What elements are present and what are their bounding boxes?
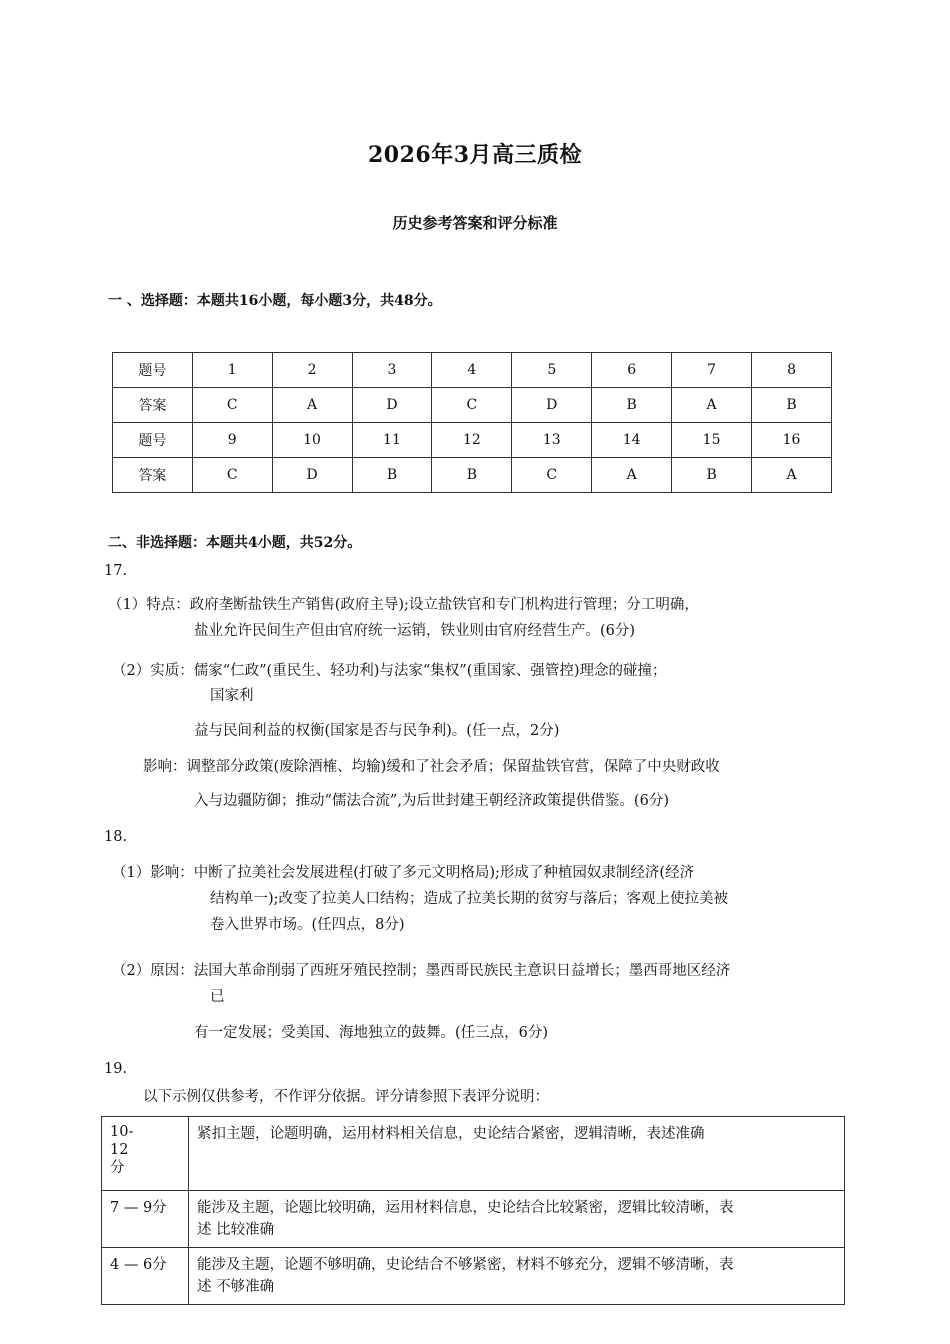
- table-cell: 11: [352, 423, 432, 458]
- rubric-level: [102, 1117, 189, 1191]
- q17-impact-line1: 影响：调整部分政策(废除酒榷、均输)缓和了社会矛盾；保留盐铁官营，保障了中央财政收: [143, 759, 720, 775]
- table-cell: A: [672, 388, 752, 423]
- table-row: [113, 458, 832, 493]
- section2-heading: 二、非选择题：本题共4小题，共52分。: [108, 535, 362, 551]
- q18-part1-line2: 结构单一);改变了拉美人口结构；造成了拉美长期的贫穷与落后；客观上使拉美被: [210, 891, 729, 907]
- table-cell: 15: [672, 423, 752, 458]
- q19-intro: 以下示例仅供参考，不作评分依据。评分请参照下表评分说明：: [143, 1089, 549, 1105]
- page-subtitle: 历史参考答案和评分标准: [392, 214, 558, 232]
- table-cell: D: [272, 458, 352, 493]
- table-cell: C: [512, 458, 592, 493]
- table-cell: 10: [272, 423, 352, 458]
- q18-part2-line3: 有一定发展；受美国、海地独立的鼓舞。(任三点，6分): [194, 1025, 549, 1041]
- q18-part1-line3: 卷入世界市场。(任四点，8分): [210, 917, 405, 933]
- rubric-level-text: 7 — 9分: [110, 1200, 167, 1216]
- rubric-description: [189, 1248, 845, 1305]
- rubric-table: [101, 1116, 845, 1305]
- answer-table: [112, 352, 832, 493]
- q18-part2-line2: 已: [210, 989, 225, 1005]
- rubric-level-text: 10-: [110, 1124, 134, 1140]
- q19-number: 19.: [104, 1061, 128, 1077]
- table-cell: 答案: [113, 458, 193, 493]
- table-cell: 13: [512, 423, 592, 458]
- rubric-desc-line: 能涉及主题，论题比较明确，运用材料信息，史论结合比较紧密，逻辑比较清晰，表: [197, 1200, 734, 1216]
- table-row: [102, 1191, 845, 1248]
- q18-part1-line1: （1）影响：中断了拉美社会发展进程(打破了多元文明格局);形成了种植园奴隶制经济(经济: [112, 865, 695, 881]
- table-row: [113, 388, 832, 423]
- q17-part1-line2: 盐业允许民间生产但由官府统一运销，铁业则由官府经营生产。(6分): [194, 623, 636, 639]
- table-cell: B: [432, 458, 512, 493]
- q17-impact-line2: 入与边疆防御；推动“儒法合流”,为后世封建王朝经济政策提供借鉴。(6分): [194, 793, 669, 809]
- rubric-description: [189, 1191, 845, 1248]
- table-cell: 16: [752, 423, 832, 458]
- page-title: 2026年3月高三质检: [367, 142, 583, 168]
- table-row: [102, 1117, 845, 1191]
- table-cell: D: [512, 388, 592, 423]
- table-cell: B: [752, 388, 832, 423]
- table-cell: C: [192, 458, 272, 493]
- table-cell: 14: [592, 423, 672, 458]
- table-cell: 12: [432, 423, 512, 458]
- section1-heading: 一 、选择题：本题共16小题，每小题3分，共48分。: [108, 293, 442, 309]
- table-cell: B: [672, 458, 752, 493]
- rubric-desc-line: 紧扣主题，论题明确，运用材料相关信息，史论结合紧密，逻辑清晰，表述准确: [197, 1126, 705, 1142]
- table-cell: C: [192, 388, 272, 423]
- table-cell: 4: [432, 353, 512, 388]
- table-cell: A: [272, 388, 352, 423]
- q17-number: 17.: [104, 563, 128, 579]
- table-cell: A: [752, 458, 832, 493]
- table-cell: 1: [192, 353, 272, 388]
- table-row: [113, 423, 832, 458]
- table-cell: 7: [672, 353, 752, 388]
- table-row: [102, 1248, 845, 1305]
- table-cell: B: [352, 458, 432, 493]
- table-cell: D: [352, 388, 432, 423]
- rubric-level-text: 4 — 6分: [110, 1257, 167, 1273]
- q17-part2-line3: 益与民间利益的权衡(国家是否与民争利)。(任一点，2分): [194, 723, 560, 739]
- table-cell: 答案: [113, 388, 193, 423]
- rubric-desc-line: 述 比较准确: [197, 1222, 275, 1238]
- rubric-desc-line: 述 不够准确: [197, 1279, 275, 1295]
- table-cell: 6: [592, 353, 672, 388]
- rubric-level-text: 12: [110, 1142, 129, 1158]
- rubric-level: [102, 1248, 189, 1305]
- table-cell: 题号: [113, 423, 193, 458]
- table-cell: 8: [752, 353, 832, 388]
- rubric-level: [102, 1191, 189, 1248]
- q17-part1-line1: （1）特点：政府垄断盐铁生产销售(政府主导);设立盐铁官和专门机构进行管理；分工明确，: [108, 597, 699, 613]
- q18-number: 18.: [104, 829, 128, 845]
- rubric-desc-line: 能涉及主题，论题不够明确，史论结合不够紧密，材料不够充分，逻辑不够清晰，表: [197, 1257, 734, 1273]
- q18-part2-line1: （2）原因：法国大革命削弱了西班牙殖民控制；墨西哥民族民主意识日益增长；墨西哥地区经济: [112, 963, 731, 979]
- table-cell: A: [592, 458, 672, 493]
- rubric-level-text: 分: [110, 1160, 125, 1176]
- q17-part2-line1: （2）实质：儒家“仁政”(重民生、轻功利)与法家“集权”(重国家、强管控)理念的碰撞；: [112, 663, 667, 679]
- table-cell: C: [432, 388, 512, 423]
- table-cell: 2: [272, 353, 352, 388]
- table-cell: 9: [192, 423, 272, 458]
- table-cell: B: [592, 388, 672, 423]
- table-cell: 3: [352, 353, 432, 388]
- q17-part2-line2: 国家利: [210, 688, 254, 704]
- rubric-description: [189, 1117, 845, 1191]
- table-cell: 题号: [113, 353, 193, 388]
- table-row: [113, 353, 832, 388]
- table-cell: 5: [512, 353, 592, 388]
